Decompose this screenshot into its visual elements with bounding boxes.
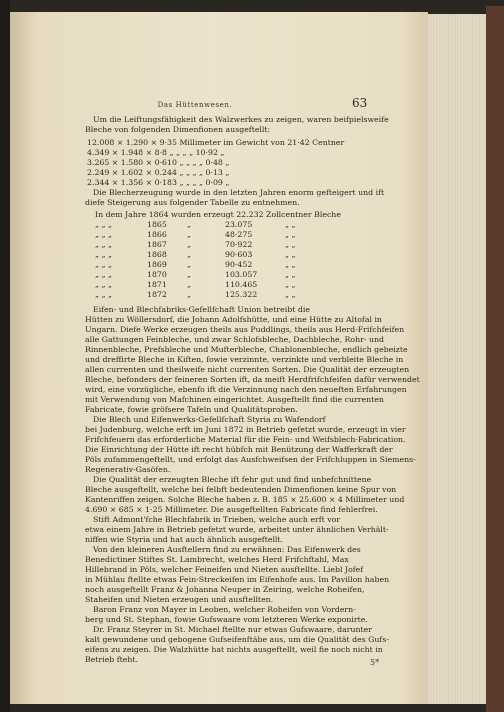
production-row: „ „ „ 1869 „ 90·452 „ „ [95, 260, 296, 269]
production-row: „ „ „ 1868 „ 90·603 „ „ [95, 250, 296, 259]
production-table [85, 210, 405, 300]
text-line: etwa einem Jahre in Betrieb gefetzt wurde, arbeitet unter ähnlichen Verhält- [85, 525, 389, 534]
dimension-row: 2.344 × 1.356 × 0·183 „ „ „ „ 0·09 „ [87, 178, 230, 187]
body-text [85, 305, 420, 665]
text-line: Betrieb fteht. [85, 655, 139, 664]
text-line: noch ausgeftellt Franz & Johanna Neuper in Zeiring, welche Roheifen, [85, 585, 365, 594]
text-line: Benedictiner Stiftes St. Lambrecht, welches Herd Frifchftahl, Max [85, 555, 349, 564]
text-line: Bleche von folgenden Dimenfionen ausgeftellt: [85, 125, 271, 134]
text-line: und dreffirte Bleche in Kiften, fowie verzinnte, verzinkte und verbleite Bleche in [85, 355, 404, 364]
text-line: Fabricate, fowie gröfsere Tafeln und Qualitätsproben. [85, 405, 298, 414]
running-head: Das Hüttenwesen. [157, 101, 233, 109]
text-line: Die Blecherzeugung wurde in den letzten Jahren enorm gefteigert und ift [93, 188, 385, 197]
text-line: kalt gewundene und gebogene Gufseifenftäbe aus, um die Qualität des Gufs- [85, 635, 389, 644]
text-line: allen currenten und theilweife nicht currenten Sorten. Die Qualität der erzeugten [85, 365, 410, 374]
text-line: bei Judenburg, welche erft im Juni 1872 in Betrieb gefetzt wurde, erzeugt in vier [85, 425, 406, 434]
production-row: „ „ „ 1872 „ 125.322 „ „ [95, 290, 296, 299]
text-line: Ungarn. Diefe Werke erzeugen theils aus Puddlings, theils aus Herd-Frifchfeifen [85, 325, 405, 334]
text-line: Hillebrand in Pöls, welcher Feineifen und Nieten ausftellte. Liebl Jofef [85, 565, 364, 574]
text-line: alle Gattungen Feinbleche, und zwar Schlofsbleche, Dachbleche, Rohr- und [85, 335, 385, 344]
text-line: Stift Admont'fche Blechfabrik in Trieben, welche auch erft vor [93, 515, 341, 524]
production-row: „ „ „ 1870 „ 103.057 „ „ [95, 270, 296, 279]
book-spine [486, 6, 504, 712]
text-line: Dr. Franz Steyrer in St. Michael ftellte nur etwas Gufswaare, darunter [93, 625, 372, 634]
text-line: Hütten zu Wöllersdorf, die Johann Adolfshütte, und eine Hütte zu Altofal in [85, 315, 382, 324]
dimension-row: 3.265 × 1.580 × 0·610 „ „ „ „ 0·48 „ [87, 158, 230, 167]
text-line: Eifen- und Blechfabriks-Gefellfchaft Union betreibt die [93, 305, 310, 314]
text-line: Bleche, befonders der feineren Sorten ift, da meift Herdfrifchfeifen dafür verwendet [85, 375, 420, 384]
dimension-row: 4.349 × 1.948 × 8·8 „ „ „ „ 10·92 „ [87, 148, 225, 157]
text-line: Staheifen und Nieten erzeugen und ausftellten. [85, 595, 274, 604]
dimension-table [85, 138, 405, 188]
text-line: Rinnenbleche, Prefsbleche und Mufterbleche, Chablonenbleche, endlich gebeizte [85, 345, 408, 354]
page-number: 63 [352, 96, 368, 110]
text-line: Von den kleineren Ausftellern find zu erwähnen: Das Eifenwerk des [93, 545, 361, 554]
text-line: Um die Leiftungsfähigkeit des Walzwerkes zu zeigen, waren beifpielsweife [93, 115, 389, 124]
book-page [10, 12, 428, 704]
text-line: wird, eine vorzügliche, ebenfo ift die Verzinnung nach den neueften Erfahrungen [85, 385, 407, 394]
text-line: Kantenriffen zeigen. Solche Bleche haben z. B. 185 × 25.600 × 4 Millimeter und [85, 495, 405, 504]
text-line: niffen wie Styria und hat auch ähnlich ausgeftellt. [85, 535, 284, 544]
facing-page-edge [0, 0, 10, 712]
text-line: 4.690 × 685 × 1·25 Millimeter. Die ausgeftellten Fabricate find fehlerfrei. [85, 505, 378, 514]
text-line: Frifchfeuern das erforderliche Material für die Fein- und Weifsblech-Fabrication. [85, 435, 406, 444]
text-line: Bleche ausgeftellt, welche bei felbft bedeutenden Dimenfionen keine Spur von [85, 485, 397, 494]
dimension-row: 12.008 × 1.290 × 9·35 Millimeter im Gewicht von 21·42 Centner [87, 138, 345, 147]
text-line: berg und St. Stephan, fowie Gufswaare vom letzteren Werke exponirte. [85, 615, 368, 624]
signature-mark: 5* [370, 658, 380, 667]
production-row: „ „ „ 1871 „ 110.465 „ „ [95, 280, 296, 289]
text-line: in Mühlau ftellte etwas Fein-Streckeifen im Eifenhofe aus. Im Pavillon haben [85, 575, 390, 584]
production-row: In dem Jahre 1864 wurden erzeugt 22.232 Zollcentner Bleche [95, 210, 341, 219]
text-line: Die Qualität der erzeugten Bleche ift fehr gut und find unbefchnittene [93, 475, 372, 484]
text-line: Baron Franz von Mayer in Leoben, welcher Roheifen von Vordern- [93, 605, 356, 614]
production-row: „ „ „ 1867 „ 70·922 „ „ [95, 240, 296, 249]
text-line: mit Verwendung von Mafchinen eingerichtet. Ausgeftellt find die currenten [85, 395, 384, 404]
text-line: diefe Steigerung aus folgender Tabelle zu entnehmen. [85, 198, 300, 207]
production-row: „ „ „ 1865 „ 23.075 „ „ [95, 220, 296, 229]
dimension-row: 2.249 × 1.602 × 0.244 „ „ „ „ 0·13 „ [87, 168, 230, 177]
text-line: Pöls zufammengeftellt, und erfolgt das Ausfchweifsen der Frifchluppen in Siemens- [85, 455, 416, 464]
text-line: Regenerativ-Gasöfen. [85, 465, 171, 474]
text-line: Die Einrichtung der Hütte ift recht hübfch mit Benützung der Wafferkraft der [85, 445, 393, 454]
page-block-edges [428, 14, 488, 704]
text-line: Die Blech und Eifenwerks-Gefellfchaft Styria zu Wafendorf [93, 415, 326, 424]
text-line: eifens zu zeigen. Die Walzhütte hat nichts ausgeftellt, weil fie noch nicht in [85, 645, 383, 654]
production-row: „ „ „ 1866 „ 48·275 „ „ [95, 230, 296, 239]
